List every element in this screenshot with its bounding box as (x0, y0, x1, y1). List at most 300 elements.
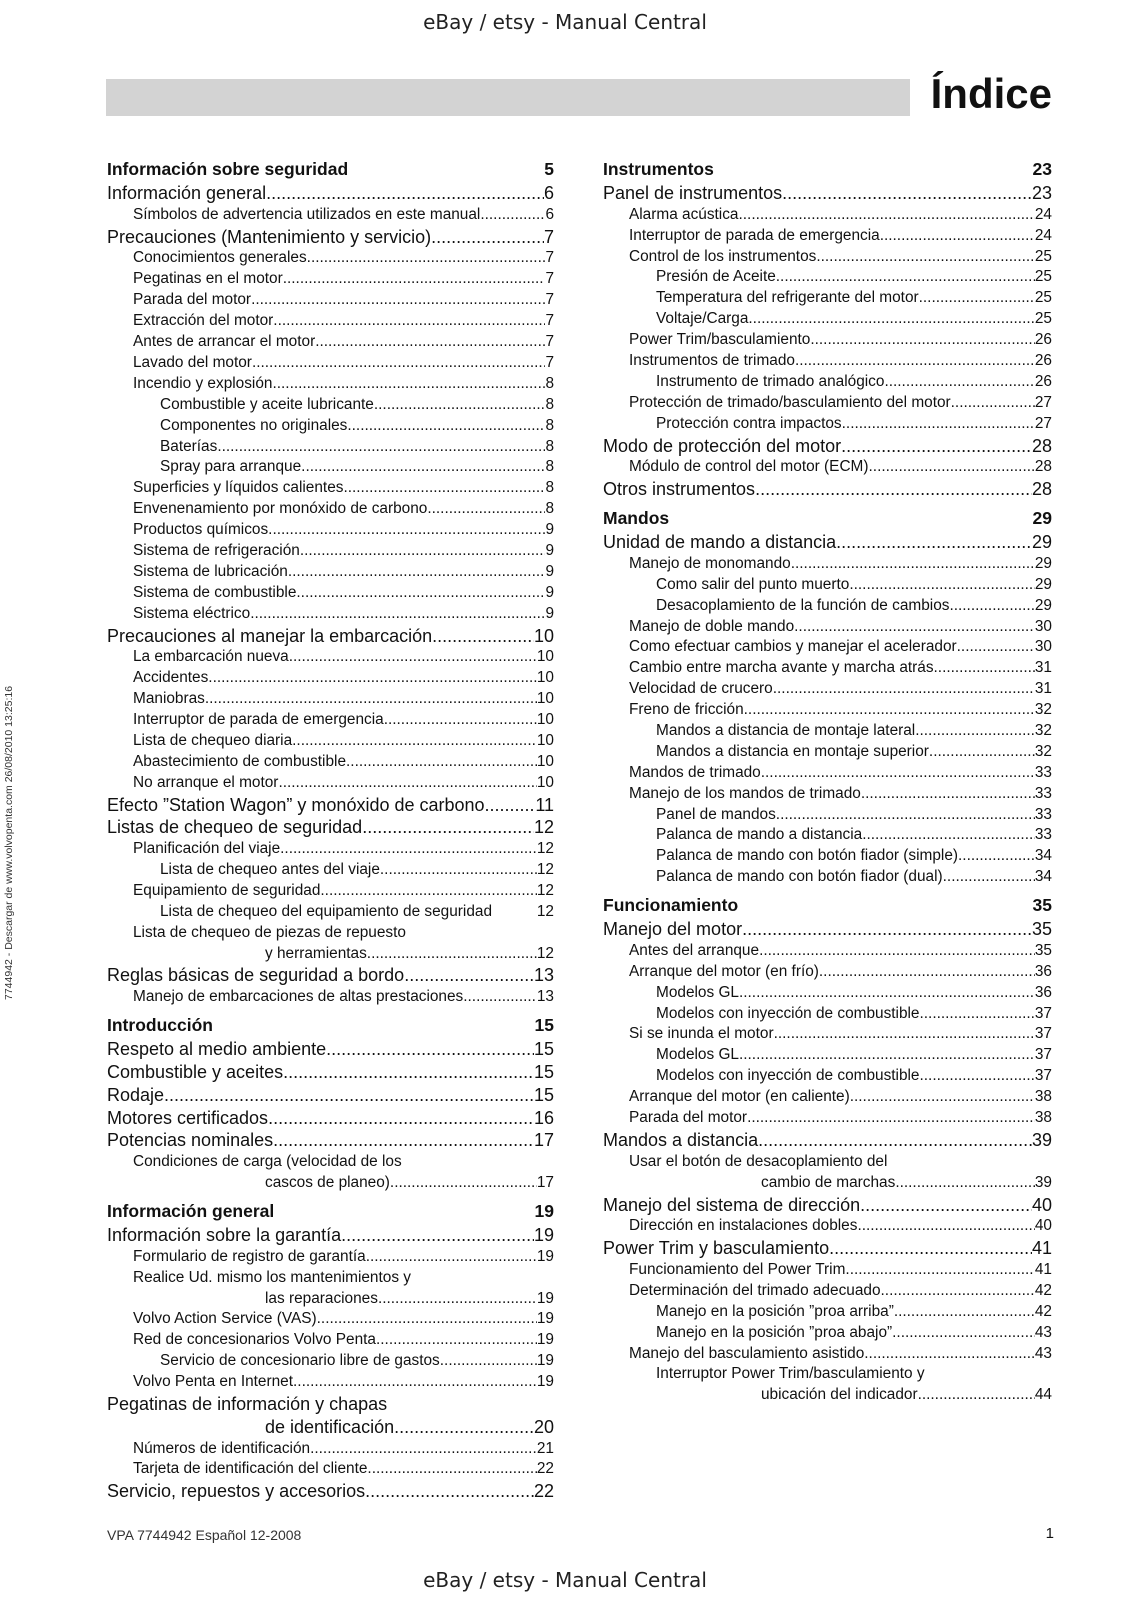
toc-dot-leader (845, 1260, 1034, 1281)
toc-entry[interactable] (107, 731, 554, 752)
toc-entry[interactable] (107, 1268, 554, 1289)
toc-entry[interactable] (603, 679, 1052, 700)
toc-entry-page: 41 (1034, 1261, 1052, 1278)
toc-entry[interactable] (107, 1416, 554, 1439)
toc-entry[interactable] (603, 435, 1052, 458)
toc-entry-title: Potencias nominales (107, 1130, 274, 1151)
toc-entry-title: Lista de chequeo diaria (133, 731, 293, 749)
toc-dot-leader (841, 435, 1032, 458)
toc-entry[interactable] (107, 1393, 554, 1416)
toc-entry-title: Panel de mandos (656, 805, 776, 823)
toc-entry-title: Envenenamiento por monóxido de carbono (133, 500, 428, 518)
toc-entry-title: Superficies y líquidos calientes (133, 479, 344, 497)
toc-entry-page: 9 (545, 521, 554, 539)
toc-entry-title: Palanca de mando con botón fiador (simple) (656, 847, 959, 865)
toc-dot-leader (744, 700, 1035, 721)
toc-entry-page: 25 (1034, 247, 1052, 265)
toc-entry-title: las reparaciones (265, 1289, 378, 1307)
toc-entry[interactable] (603, 1323, 1052, 1344)
toc-entry-page: 7 (543, 226, 554, 247)
toc-entry[interactable] (603, 457, 1052, 478)
toc-entry-page: 12 (536, 861, 554, 879)
toc-entry[interactable] (603, 918, 1052, 941)
toc-entry-title: Determinación del trimado adecuado (629, 1281, 881, 1299)
toc-entry[interactable] (107, 647, 554, 668)
toc-entry[interactable] (107, 478, 554, 499)
toc-entry-page: 9 (545, 562, 554, 580)
toc-entry[interactable] (107, 1224, 554, 1247)
toc-entry[interactable] (107, 583, 554, 604)
toc-entry-page: 37 (1034, 1025, 1052, 1043)
toc-dot-leader (758, 1129, 1032, 1152)
toc-entry[interactable] (107, 1247, 554, 1268)
toc-entry[interactable] (603, 763, 1052, 784)
toc-entry-title: Interruptor de parada de emergencia (629, 226, 880, 244)
toc-entry[interactable] (603, 531, 1052, 554)
toc-entry-page: 41 (1031, 1238, 1052, 1259)
toc-entry-title: Servicio de concesionario libre de gastos (160, 1352, 440, 1370)
toc-entry-page: 33 (1034, 763, 1052, 781)
toc-entry[interactable] (107, 625, 554, 648)
toc-entry[interactable] (107, 269, 554, 290)
toc-entry[interactable] (107, 1480, 554, 1503)
toc-entry-title: Desacoplamiento de la función de cambios (656, 596, 950, 614)
toc-entry-page: 25 (1034, 268, 1052, 286)
toc-entry[interactable] (603, 941, 1052, 962)
toc-entry-title: Parada del motor (629, 1109, 748, 1127)
toc-entry-page: 35 (1031, 919, 1052, 940)
toc-entry[interactable] (107, 1084, 554, 1107)
toc-entry-title: Accidentes (133, 669, 209, 687)
toc-entry[interactable] (603, 554, 1052, 575)
toc-entry-page: 35 (1032, 895, 1052, 916)
toc-entry[interactable] (603, 351, 1052, 372)
toc-entry-page: 10 (536, 690, 554, 708)
toc-entry-page: 8 (545, 416, 554, 434)
toc-dot-leader (810, 330, 1035, 351)
toc-section-heading[interactable] (107, 1012, 554, 1038)
toc-entry-page: 23 (1031, 183, 1052, 203)
toc-entry-page: 10 (536, 731, 554, 749)
toc-entry-title: Conocimientos generales (133, 249, 307, 267)
toc-dot-leader (795, 351, 1035, 372)
toc-dot-leader (791, 554, 1035, 575)
toc-dot-leader (390, 1173, 537, 1194)
toc-dot-leader (776, 805, 1035, 826)
document-code: VPA 7744942 Español 12-2008 (107, 1527, 302, 1543)
toc-entry[interactable] (603, 414, 1052, 435)
toc-entry-page: 29 (1034, 575, 1052, 593)
toc-entry-page: 27 (1034, 393, 1052, 411)
toc-entry[interactable] (107, 964, 554, 987)
toc-entry[interactable] (107, 710, 554, 731)
toc-entry[interactable] (107, 1173, 554, 1194)
toc-dot-leader (957, 637, 1035, 658)
toc-entry-title: Pegatinas en el motor (133, 270, 283, 288)
toc-dot-leader (310, 1439, 537, 1460)
toc-entry-page: 23 (1032, 159, 1052, 179)
toc-entry-page: 30 (1034, 638, 1052, 656)
toc-entry[interactable] (107, 541, 554, 562)
toc-entry-title: Maniobras (133, 690, 205, 708)
toc-entry[interactable] (603, 330, 1052, 351)
toc-dot-leader (326, 1038, 534, 1061)
toc-entry-title: Incendio y explosión (133, 374, 273, 392)
toc-dot-leader (341, 1224, 534, 1247)
page-title: Índice (930, 70, 1052, 117)
toc-entry-title: Funcionamiento (603, 895, 739, 916)
toc-entry[interactable] (107, 520, 554, 541)
toc-entry[interactable] (107, 205, 554, 226)
toc-dot-leader (864, 1344, 1035, 1365)
toc-entry-page: 6 (545, 205, 554, 223)
toc-dot-leader (292, 731, 537, 752)
toc-dot-leader (268, 520, 545, 541)
toc-entry-page: 12 (536, 944, 554, 962)
toc-entry-title: Manejo de embarcaciones de altas prestaciones (133, 988, 464, 1006)
toc-entry[interactable] (603, 784, 1052, 805)
toc-entry[interactable] (603, 658, 1052, 679)
toc-entry[interactable] (107, 1459, 554, 1480)
toc-entry[interactable] (603, 1194, 1052, 1217)
toc-dot-leader (951, 393, 1035, 414)
toc-entry-page: 22 (533, 1481, 554, 1502)
toc-entry[interactable] (107, 226, 554, 249)
page-number: 1 (1045, 1525, 1054, 1542)
toc-entry[interactable] (603, 1087, 1052, 1108)
toc-entry[interactable] (107, 182, 554, 205)
toc-entry[interactable] (107, 1129, 554, 1152)
toc-entry-page: 32 (1034, 742, 1052, 760)
toc-entry[interactable] (603, 478, 1052, 501)
toc-entry[interactable] (107, 1330, 554, 1351)
toc-entry[interactable] (603, 721, 1052, 742)
toc-dot-leader (374, 395, 546, 416)
toc-entry[interactable] (603, 805, 1052, 826)
toc-entry-title: Tarjeta de identificación del cliente (133, 1460, 368, 1478)
toc-entry-title: Combustible y aceites (107, 1061, 284, 1082)
toc-dot-leader (288, 562, 546, 583)
toc-entry[interactable] (603, 1281, 1052, 1302)
toc-entry[interactable] (603, 1385, 1052, 1406)
toc-entry-title: Modelos GL (656, 1046, 739, 1064)
toc-entry-page: 9 (545, 604, 554, 622)
toc-dot-leader (849, 575, 1035, 596)
toc-entry-page: 37 (1034, 1004, 1052, 1022)
toc-entry-page: 8 (545, 500, 554, 518)
toc-entry[interactable] (603, 1066, 1052, 1087)
header-bar (106, 79, 910, 116)
toc-entry-title: Mandos (603, 508, 670, 529)
toc-entry-page: 38 (1034, 1088, 1052, 1106)
toc-dot-leader (485, 794, 536, 817)
toc-entry-page: 17 (533, 1130, 554, 1151)
toc-entry[interactable] (603, 1108, 1052, 1129)
toc-entry-page: 24 (1034, 205, 1052, 223)
toc-dot-leader (742, 918, 1032, 941)
toc-entry-page: 43 (1034, 1344, 1052, 1362)
toc-entry[interactable] (603, 1024, 1052, 1045)
toc-dot-leader (759, 941, 1035, 962)
toc-entry[interactable] (107, 1439, 554, 1460)
toc-entry[interactable] (107, 1061, 554, 1084)
toc-entry-page: 19 (536, 1247, 554, 1265)
toc-entry[interactable] (107, 860, 554, 881)
toc-dot-leader (367, 944, 537, 965)
toc-entry-page: 15 (533, 1039, 554, 1060)
toc-dot-leader (266, 182, 544, 205)
toc-entry[interactable] (107, 499, 554, 520)
toc-entry[interactable] (603, 1364, 1052, 1385)
toc-entry[interactable] (603, 247, 1052, 268)
toc-entry-page: 19 (534, 1200, 554, 1221)
toc-entry[interactable] (107, 248, 554, 269)
side-download-stamp: 7744942 - Descargar de www.volvopenta.com 26/08/2010 13:25:16 (3, 685, 15, 1000)
toc-dot-leader (252, 353, 546, 374)
toc-entry[interactable] (603, 1129, 1052, 1152)
toc-entry-title: Rodaje (107, 1084, 165, 1105)
toc-entry-page: 10 (536, 710, 554, 728)
toc-entry[interactable] (603, 1173, 1052, 1194)
toc-entry-title: Power Trim y basculamiento (603, 1238, 830, 1259)
toc-entry[interactable] (107, 311, 554, 332)
toc-entry[interactable] (107, 332, 554, 353)
toc-entry[interactable] (107, 416, 554, 437)
toc-section-heading[interactable] (107, 156, 554, 182)
toc-entry[interactable] (107, 353, 554, 374)
toc-entry-page: 25 (1034, 310, 1052, 328)
toc-entry-page: 7 (545, 249, 554, 267)
toc-dot-leader (739, 1045, 1035, 1066)
toc-entry-page: 42 (1034, 1281, 1052, 1299)
toc-entry[interactable] (603, 1045, 1052, 1066)
toc-entry-title: Sistema de combustible (133, 583, 297, 601)
toc-dot-leader (268, 1107, 534, 1130)
toc-entry[interactable] (107, 395, 554, 416)
toc-dot-leader (929, 742, 1035, 763)
toc-entry[interactable] (603, 1302, 1052, 1323)
toc-dot-leader (943, 867, 1035, 888)
toc-entry-page: 9 (545, 541, 554, 559)
toc-entry[interactable] (107, 1351, 554, 1372)
toc-entry[interactable] (107, 1107, 554, 1130)
toc-entry-title: Números de identificación (133, 1439, 311, 1457)
toc-entry[interactable] (603, 596, 1052, 617)
toc-dot-leader (748, 309, 1034, 330)
toc-dot-leader (273, 311, 545, 332)
toc-entry-title: Precauciones al manejar la embarcación (107, 625, 433, 646)
toc-entry-title: Extracción del motor (133, 312, 274, 330)
toc-entry[interactable] (107, 923, 554, 944)
toc-entry-page: 15 (533, 1061, 554, 1082)
toc-entry-title: Como efectuar cambios y manejar el acelerador (629, 638, 957, 656)
toc-entry-page: 6 (543, 183, 554, 203)
toc-dot-leader (320, 881, 536, 902)
toc-entry-page: 15 (534, 1015, 554, 1036)
toc-dot-leader (894, 1302, 1035, 1323)
toc-entry-page: 29 (1031, 532, 1052, 553)
toc-entry[interactable] (603, 962, 1052, 983)
toc-entry[interactable] (603, 1004, 1052, 1025)
toc-entry[interactable] (603, 867, 1052, 888)
toc-entry-page: 22 (536, 1460, 554, 1478)
toc-entry-page: 10 (533, 625, 554, 646)
toc-entry[interactable] (107, 794, 554, 817)
toc-entry-title: y herramientas (265, 944, 367, 962)
toc-section-heading[interactable] (603, 156, 1052, 182)
toc-entry[interactable] (107, 773, 554, 794)
toc-entry-title: Interruptor de parada de emergencia (133, 710, 384, 728)
toc-entry-title: Cambio entre marcha avante y marcha atrás (629, 659, 934, 677)
toc-entry[interactable] (603, 846, 1052, 867)
toc-entry-page: 10 (536, 669, 554, 687)
toc-entry-page: 19 (536, 1352, 554, 1370)
toc-entry[interactable] (107, 1038, 554, 1061)
toc-entry[interactable] (603, 182, 1052, 205)
toc-section-heading[interactable] (603, 505, 1052, 531)
toc-entry-title: La embarcación nueva (133, 648, 289, 666)
toc-entry-page: 29 (1032, 508, 1052, 529)
toc-dot-leader (384, 710, 537, 731)
toc-entry-page: 34 (1034, 847, 1052, 865)
toc-entry-title: Mandos de trimado (629, 763, 761, 781)
toc-entry-title: Motores certificados (107, 1107, 269, 1128)
toc-entry-title: Manejo del motor (603, 919, 743, 940)
toc-entry[interactable] (107, 1372, 554, 1393)
toc-entry-page: 37 (1034, 1046, 1052, 1064)
toc-entry[interactable] (107, 1152, 554, 1173)
toc-section-heading[interactable] (603, 892, 1052, 918)
toc-dot-leader (892, 1323, 1035, 1344)
toc-entry[interactable] (107, 881, 554, 902)
toc-entry[interactable] (603, 637, 1052, 658)
toc-entry[interactable] (107, 1289, 554, 1310)
toc-entry[interactable] (107, 457, 554, 478)
toc-dot-leader (958, 846, 1035, 867)
toc-dot-leader (293, 1372, 537, 1393)
toc-entry-title: Unidad de mando a distancia (603, 532, 837, 553)
toc-entry-page: 24 (1034, 226, 1052, 244)
toc-entry-title: Voltaje/Carga (656, 310, 749, 328)
toc-entry-title: Panel de instrumentos (603, 183, 783, 203)
toc-entry-page: 7 (545, 312, 554, 330)
toc-entry[interactable] (603, 983, 1052, 1004)
toc-dot-leader (440, 1351, 537, 1372)
toc-entry-title: Modelos GL (656, 983, 739, 1001)
toc-entry[interactable] (107, 752, 554, 773)
toc-entry-page: 19 (536, 1331, 554, 1349)
toc-entry[interactable] (603, 309, 1052, 330)
toc-entry-page: 28 (1034, 458, 1052, 476)
toc-entry-title: Control de los instrumentos (629, 247, 817, 265)
toc-entry-page: 15 (533, 1084, 554, 1105)
toc-entry[interactable] (107, 668, 554, 689)
toc-entry[interactable] (603, 226, 1052, 247)
toc-entry[interactable] (107, 987, 554, 1008)
toc-entry[interactable] (107, 902, 554, 923)
toc-entry-page: 28 (1031, 479, 1052, 500)
toc-entry[interactable] (603, 393, 1052, 414)
toc-entry[interactable] (603, 288, 1052, 309)
toc-entry[interactable] (603, 700, 1052, 721)
toc-entry[interactable] (107, 437, 554, 458)
toc-entry[interactable] (603, 205, 1052, 226)
toc-entry-title: Volvo Action Service (VAS) (133, 1310, 317, 1328)
toc-entry-title: Manejo de los mandos de trimado (629, 784, 861, 802)
toc-entry[interactable] (603, 1152, 1052, 1173)
toc-dot-leader (884, 372, 1034, 393)
toc-entry[interactable] (603, 372, 1052, 393)
toc-dot-leader (919, 288, 1035, 309)
toc-entry-title: Dirección en instalaciones dobles (629, 1217, 858, 1235)
toc-dot-leader (301, 457, 545, 478)
toc-entry-title: Información sobre seguridad (107, 159, 349, 179)
toc-entry-title: Respeto al medio ambiente (107, 1039, 327, 1060)
toc-entry[interactable] (107, 1309, 554, 1330)
toc-entry[interactable] (603, 825, 1052, 846)
toc-entry-page: 26 (1034, 352, 1052, 370)
toc-entry-page: 34 (1034, 868, 1052, 886)
toc-dot-leader (347, 416, 545, 437)
toc-dot-leader (739, 983, 1035, 1004)
toc-dot-leader (774, 1024, 1035, 1045)
toc-entry[interactable] (107, 562, 554, 583)
toc-entry-title: Alarma acústica (629, 205, 739, 223)
toc-entry-page: 13 (533, 965, 554, 986)
toc-entry-title: Instrumentos (603, 159, 714, 179)
toc-entry[interactable] (107, 944, 554, 965)
toc-entry[interactable] (107, 374, 554, 395)
toc-entry-page: 13 (536, 988, 554, 1006)
toc-entry[interactable] (603, 617, 1052, 638)
toc-entry-page: 39 (1031, 1129, 1052, 1150)
toc-entry-page: 26 (1034, 372, 1052, 390)
toc-entry[interactable] (603, 267, 1052, 288)
toc-dot-leader (317, 1309, 537, 1330)
toc-entry[interactable] (603, 1260, 1052, 1281)
toc-entry-page: 12 (536, 902, 554, 920)
toc-dot-leader (895, 1173, 1035, 1194)
toc-entry-title: Manejo del sistema de dirección (603, 1194, 861, 1215)
toc-entry-page: 32 (1034, 701, 1052, 719)
toc-entry[interactable] (603, 742, 1052, 763)
toc-entry-title: Spray para arranque (160, 458, 302, 476)
toc-entry-title: Lista de chequeo de piezas de repuesto (133, 923, 406, 941)
toc-entry[interactable] (603, 575, 1052, 596)
toc-entry[interactable] (603, 1344, 1052, 1365)
toc-dot-leader (278, 773, 536, 794)
toc-entry-page: 19 (536, 1310, 554, 1328)
toc-entry-title: Presión de Aceite (656, 268, 776, 286)
toc-entry[interactable] (107, 290, 554, 311)
toc-entry[interactable] (603, 1216, 1052, 1237)
toc-entry[interactable] (107, 604, 554, 625)
toc-dot-leader (794, 617, 1035, 638)
toc-entry[interactable] (107, 816, 554, 839)
toc-dot-leader (394, 1416, 534, 1439)
toc-dot-leader (307, 248, 546, 269)
toc-section-heading[interactable] (107, 1198, 554, 1224)
toc-dot-leader (857, 1216, 1034, 1237)
toc-dot-leader (283, 269, 546, 290)
toc-entry[interactable] (107, 689, 554, 710)
toc-entry-title: Equipamiento de seguridad (133, 881, 321, 899)
toc-dot-leader (343, 478, 545, 499)
toc-entry-page: 33 (1034, 826, 1052, 844)
toc-entry[interactable] (107, 839, 554, 860)
toc-dot-leader (861, 784, 1035, 805)
toc-entry[interactable] (603, 1237, 1052, 1260)
